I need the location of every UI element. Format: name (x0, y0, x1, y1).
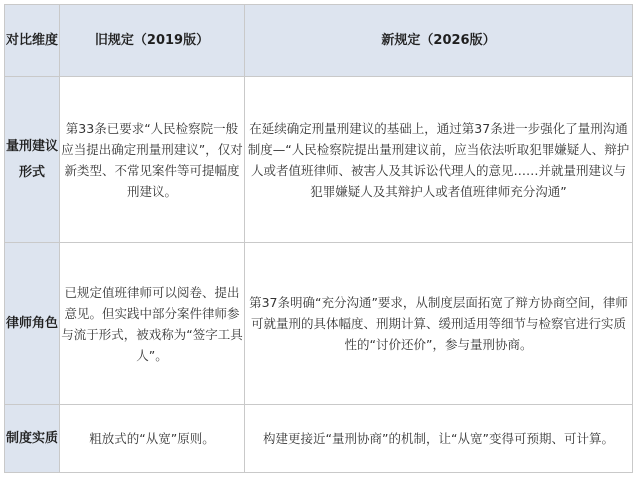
header-dimension: 对比维度 (5, 5, 60, 77)
row-dimension: 量刑建议形式 (5, 77, 60, 243)
header-new-rule: 新规定（2026版） (245, 5, 633, 77)
table-row (5, 77, 633, 243)
row-new-cell: 第37条明确“充分沟通”要求，从制度层面拓宽了辩方协商空间，律师可就量刑的具体幅度、刑期计算、缓刑适用等细节与检察官进行实质性的“讨价还价”，参与量刑协商。 (245, 243, 633, 405)
header-old-rule: 旧规定（2019版） (60, 5, 245, 77)
row-old-cell: 粗放式的“从宽”原则。 (60, 405, 245, 473)
row-new-cell: 构建更接近“量刑协商”的机制，让“从宽”变得可预期、可计算。 (245, 405, 633, 473)
comparison-table (4, 4, 633, 473)
row-dimension: 律师角色 (5, 243, 60, 405)
table-row (5, 405, 633, 473)
table-row (5, 243, 633, 405)
row-dimension: 制度实质 (5, 405, 60, 473)
row-old-cell: 第33条已要求“人民检察院一般应当提出确定刑量刑建议”，仅对新类型、不常见案件等可提幅度刑建议。 (60, 77, 245, 243)
row-new-cell: 在延续确定刑量刑建议的基础上，通过第37条进一步强化了量刑沟通制度—“人民检察院提出量刑建议前，应当依法听取犯罪嫌疑人、辩护人或者值班律师、被害人及其诉讼代理人的意见……并就量刑建议与犯罪嫌疑人及其辩护人或者值班律师充分沟通” (245, 77, 633, 243)
table-header-row (5, 5, 633, 77)
row-old-cell: 已规定值班律师可以阅卷、提出意见。但实践中部分案件律师参与流于形式，被戏称为“签字工具人”。 (60, 243, 245, 405)
